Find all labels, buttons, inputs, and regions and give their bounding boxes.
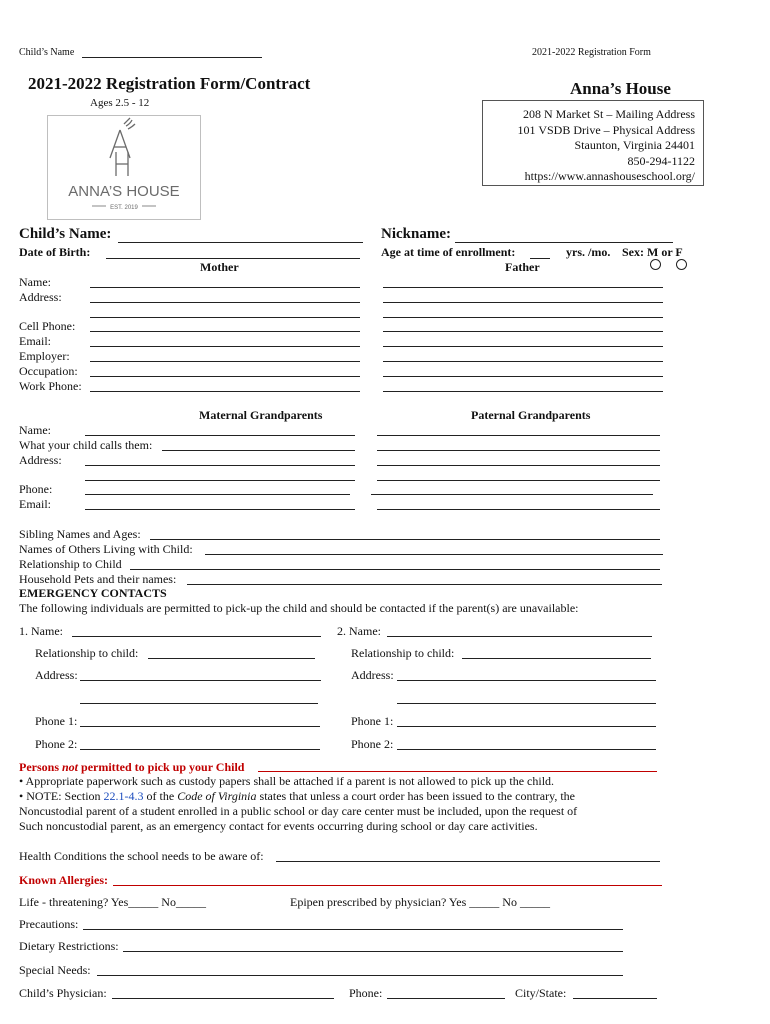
emergency-intro: The following individuals are permitted to pick-up the child and should be contacted if the parent(s) are unavailable: [19, 601, 579, 615]
allergies-label: Known Allergies: [19, 873, 108, 887]
physician-city-label: City/State: [515, 986, 567, 1000]
contact1-address-field[interactable] [80, 680, 321, 681]
code-note-line4: Such noncustodial parent, as an emergency contact for events occurring during school or day care activities. [19, 819, 538, 833]
mother-email-field[interactable] [90, 346, 360, 347]
paternal-gp-email-field[interactable] [377, 509, 660, 510]
parent-cell-label: Cell Phone: [19, 319, 76, 333]
allergies-field[interactable] [113, 885, 662, 886]
header-form-year: 2021-2022 Registration Form [532, 47, 651, 58]
maternal-gp-name-field[interactable] [85, 435, 355, 436]
parent-email-label: Email: [19, 334, 51, 348]
physician-label: Child’s Physician: [19, 986, 107, 1000]
father-email-field[interactable] [383, 346, 663, 347]
father-occupation-field[interactable] [383, 376, 663, 377]
health-conditions-label: Health Conditions the school needs to be aware of: [19, 849, 264, 863]
header-childs-name-label: Child’s Name [19, 47, 75, 58]
contact2-relationship-field[interactable] [462, 658, 651, 659]
nickname-field[interactable] [455, 242, 673, 243]
father-workphone-field[interactable] [383, 391, 663, 392]
others-field[interactable] [205, 554, 663, 555]
father-employer-field[interactable] [383, 361, 663, 362]
contact1-relationship-field[interactable] [148, 658, 315, 659]
not-permitted-heading: Persons not permitted to pick up your Child [19, 760, 245, 774]
custody-note: • Appropriate paperwork such as custody papers shall be attached if a parent is not allowed to pick up the child. [19, 774, 555, 788]
maternal-gp-address2-field[interactable] [85, 480, 355, 481]
physician-city-field[interactable] [573, 998, 657, 999]
parent-address-label: Address: [19, 290, 62, 304]
contact1-address2-field[interactable] [80, 703, 318, 704]
paternal-gp-name-field[interactable] [377, 435, 660, 436]
city-state: Staunton, Virginia 24401 [574, 138, 695, 152]
precautions-label: Precautions: [19, 917, 79, 931]
precautions-field[interactable] [83, 929, 623, 930]
paternal-gp-calls-field[interactable] [377, 450, 660, 451]
pets-label: Household Pets and their names: [19, 572, 177, 586]
header-childs-name-line[interactable] [82, 57, 262, 58]
physician-phone-label: Phone: [349, 986, 383, 1000]
child-name-label: Child’s Name: [19, 226, 112, 242]
dob-label: Date of Birth: [19, 245, 91, 259]
father-name-field[interactable] [383, 287, 663, 288]
siblings-label: Sibling Names and Ages: [19, 527, 141, 541]
contact2-name-label: 2. Name: [337, 624, 381, 638]
mother-cell-field[interactable] [90, 331, 360, 332]
health-conditions-field[interactable] [276, 861, 660, 862]
contact2-phone2-field[interactable] [397, 749, 656, 750]
contact2-phone1-field[interactable] [397, 726, 656, 727]
contact1-name-label: 1. Name: [19, 624, 63, 638]
dietary-label: Dietary Restrictions: [19, 939, 119, 953]
paternal-gp-address2-field[interactable] [377, 480, 660, 481]
father-address2-field[interactable] [383, 317, 663, 318]
contact1-phone1-label: Phone 1: [35, 714, 78, 728]
logo-est: EST. 2019 [110, 205, 138, 211]
logo-name: ANNA’S HOUSE [68, 183, 180, 200]
paternal-gp-address-field[interactable] [377, 465, 660, 466]
contact2-phone2-label: Phone 2: [351, 737, 394, 751]
father-cell-field[interactable] [383, 331, 663, 332]
gp-email-label: Email: [19, 497, 51, 511]
ages-label: Ages 2.5 - 12 [90, 97, 150, 109]
school-phone: 850-294-1122 [627, 153, 695, 168]
maternal-gp-address-field[interactable] [85, 465, 355, 466]
contact1-phone1-field[interactable] [80, 726, 320, 727]
mother-occupation-field[interactable] [90, 376, 360, 377]
age-label: Age at time of enrollment: [381, 245, 516, 259]
maternal-gp-phone-field[interactable] [85, 494, 350, 495]
mother-address2-field[interactable] [90, 317, 360, 318]
contact1-address-label: Address: [35, 668, 78, 682]
physician-field[interactable] [112, 998, 334, 999]
contact2-address-field[interactable] [397, 680, 656, 681]
special-needs-label: Special Needs: [19, 963, 91, 977]
sex-f-radio[interactable] [676, 259, 687, 270]
parent-occupation-label: Occupation: [19, 364, 78, 378]
gp-phone-label: Phone: [19, 482, 53, 496]
logo-graphic [48, 116, 200, 219]
special-needs-field[interactable] [97, 975, 623, 976]
gp-address-label: Address: [19, 453, 62, 467]
nickname-label: Nickname: [381, 226, 451, 242]
school-name: Anna’s House [570, 79, 671, 98]
dietary-field[interactable] [123, 951, 623, 952]
contact2-address-label: Address: [351, 668, 394, 682]
siblings-field[interactable] [150, 539, 660, 540]
physical-address: 101 VSDB Drive – Physical Address [517, 122, 695, 137]
contact1-phone2-label: Phone 2: [35, 737, 78, 751]
pets-field[interactable] [187, 584, 662, 585]
gp-name-label: Name: [19, 423, 51, 437]
relationship-label: Relationship to Child [19, 557, 122, 571]
contact2-name-field[interactable] [387, 636, 652, 637]
mother-workphone-field[interactable] [90, 391, 360, 392]
maternal-gp-email-field[interactable] [85, 509, 355, 510]
mother-address-field[interactable] [90, 302, 360, 303]
yrs-label: yrs. /mo. [566, 245, 611, 259]
gp-calls-label: What your child calls them: [19, 438, 153, 452]
maternal-grandparents-heading: Maternal Grandparents [199, 408, 323, 422]
mother-name-field[interactable] [90, 287, 360, 288]
maternal-gp-calls-field[interactable] [162, 450, 355, 451]
not-permitted-field[interactable] [258, 771, 657, 772]
others-label: Names of Others Living with Child: [19, 542, 193, 556]
age-field[interactable] [530, 258, 550, 259]
section-link[interactable]: 22.1-4.3 [103, 789, 144, 803]
child-name-field[interactable] [118, 242, 363, 243]
emergency-heading: EMERGENCY CONTACTS [19, 586, 167, 600]
sex-m-radio[interactable] [650, 259, 661, 270]
parent-workphone-label: Work Phone: [19, 379, 82, 393]
parent-name-label: Name: [19, 275, 51, 289]
mother-employer-field[interactable] [90, 361, 360, 362]
contact2-phone1-label: Phone 1: [351, 714, 394, 728]
father-address-field[interactable] [383, 302, 663, 303]
school-website-link[interactable]: https://www.annashouseschool.org/ [524, 169, 695, 183]
mother-heading: Mother [200, 260, 239, 274]
contact1-phone2-field[interactable] [80, 749, 320, 750]
sex-label: Sex: M or F [622, 245, 683, 259]
code-note: • NOTE: Section 22.1-4.3 of the Code of Virginia states that unless a court order has been issued to the contrary, the [19, 789, 575, 803]
contact1-relationship-label: Relationship to child: [35, 646, 139, 660]
epipen-label: Epipen prescribed by physician? Yes _____ No _____ [290, 895, 550, 909]
life-threatening-label: Life - threatening? Yes_____ No_____ [19, 895, 206, 909]
parent-employer-label: Employer: [19, 349, 70, 363]
school-logo [47, 115, 201, 220]
father-heading: Father [505, 260, 540, 274]
form-title: 2021-2022 Registration Form/Contract [28, 74, 311, 93]
contact-info-box [482, 100, 704, 186]
relationship-field[interactable] [130, 569, 660, 570]
code-note-line3: Noncustodial parent of a student enrolled in a public school or day care center must be included, upon the request of [19, 804, 578, 818]
dob-field[interactable] [106, 258, 360, 259]
contact2-address2-field[interactable] [397, 703, 656, 704]
mailing-address: 208 N Market St – Mailing Address [523, 107, 695, 121]
paternal-gp-phone-field[interactable] [371, 494, 653, 495]
paternal-grandparents-heading: Paternal Grandparents [471, 408, 591, 422]
contact1-name-field[interactable] [72, 636, 321, 637]
physician-phone-field[interactable] [387, 998, 505, 999]
contact2-relationship-label: Relationship to child: [351, 646, 455, 660]
